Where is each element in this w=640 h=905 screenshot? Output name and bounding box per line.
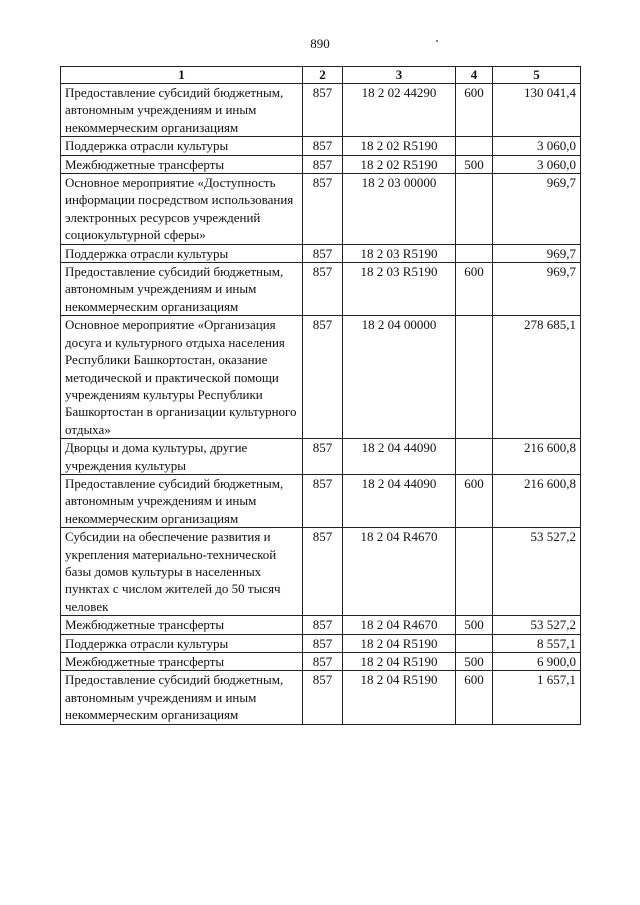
cell-name: Межбюджетные трансферты	[61, 616, 303, 634]
cell-expense-type: 600	[456, 84, 493, 137]
cell-amount: 3 060,0	[493, 155, 581, 173]
cell-target-article: 18 2 04 R4670	[343, 616, 456, 634]
cell-expense-type	[456, 439, 493, 475]
cell-name: Предоставление субсидий бюджетным, автономным учреждениям и иным некоммерческим организациям	[61, 474, 303, 527]
cell-name: Предоставление субсидий бюджетным, автономным учреждениям и иным некоммерческим организациям	[61, 671, 303, 724]
cell-expense-type	[456, 137, 493, 155]
cell-name: Предоставление субсидий бюджетным, автономным учреждениям и иным некоммерческим организациям	[61, 263, 303, 316]
cell-target-article: 18 2 04 R5190	[343, 671, 456, 724]
cell-name: Межбюджетные трансферты	[61, 155, 303, 173]
table-row	[61, 155, 581, 173]
table-row	[61, 174, 581, 245]
cell-amount: 216 600,8	[493, 474, 581, 527]
table-body	[61, 84, 581, 725]
header-col-4: 4	[456, 67, 493, 84]
cell-ministry-code: 857	[303, 263, 343, 316]
cell-ministry-code: 857	[303, 137, 343, 155]
page-number: 890	[310, 36, 330, 51]
cell-expense-type: 600	[456, 474, 493, 527]
cell-target-article: 18 2 04 44090	[343, 474, 456, 527]
table-row	[61, 634, 581, 652]
header-col-2: 2	[303, 67, 343, 84]
cell-name: Межбюджетные трансферты	[61, 653, 303, 671]
cell-amount: 130 041,4	[493, 84, 581, 137]
cell-expense-type: 600	[456, 671, 493, 724]
cell-target-article: 18 2 03 R5190	[343, 263, 456, 316]
header-col-3: 3	[343, 67, 456, 84]
cell-ministry-code: 857	[303, 616, 343, 634]
cell-amount: 969,7	[493, 244, 581, 262]
cell-expense-type	[456, 316, 493, 439]
cell-target-article: 18 2 03 00000	[343, 174, 456, 245]
cell-ministry-code: 857	[303, 671, 343, 724]
table-row	[61, 616, 581, 634]
cell-name: Субсидии на обеспечение развития и укрепления материально-технической базы домов культуры в населенных пунктах с числом жителей до 50 тысяч человек	[61, 528, 303, 616]
cell-target-article: 18 2 02 R5190	[343, 137, 456, 155]
cell-ministry-code: 857	[303, 244, 343, 262]
cell-expense-type: 500	[456, 616, 493, 634]
table-row	[61, 474, 581, 527]
cell-amount: 6 900,0	[493, 653, 581, 671]
cell-amount: 278 685,1	[493, 316, 581, 439]
cell-amount: 53 527,2	[493, 616, 581, 634]
header-col-5: 5	[493, 67, 581, 84]
cell-ministry-code: 857	[303, 155, 343, 173]
cell-expense-type: 500	[456, 653, 493, 671]
cell-ministry-code: 857	[303, 634, 343, 652]
table-row	[61, 439, 581, 475]
cell-amount: 1 657,1	[493, 671, 581, 724]
cell-name: Поддержка отрасли культуры	[61, 634, 303, 652]
cell-expense-type: 500	[456, 155, 493, 173]
cell-ministry-code: 857	[303, 174, 343, 245]
cell-name: Поддержка отрасли культуры	[61, 137, 303, 155]
table-row	[61, 528, 581, 616]
cell-target-article: 18 2 04 R4670	[343, 528, 456, 616]
cell-ministry-code: 857	[303, 84, 343, 137]
cell-name: Основное мероприятие «Доступность информации посредством использования электронных ресурсов учреждений социокультурной сферы»	[61, 174, 303, 245]
cell-amount: 53 527,2	[493, 528, 581, 616]
table-row	[61, 137, 581, 155]
table-row	[61, 653, 581, 671]
cell-ministry-code: 857	[303, 316, 343, 439]
cell-expense-type: 600	[456, 263, 493, 316]
cell-target-article: 18 2 04 R5190	[343, 653, 456, 671]
table-row	[61, 244, 581, 262]
cell-expense-type	[456, 634, 493, 652]
table-row	[61, 263, 581, 316]
cell-target-article: 18 2 03 R5190	[343, 244, 456, 262]
cell-name: Дворцы и дома культуры, другие учреждения культуры	[61, 439, 303, 475]
cell-ministry-code: 857	[303, 528, 343, 616]
header-col-1: 1	[61, 67, 303, 84]
table-row	[61, 671, 581, 724]
cell-ministry-code: 857	[303, 653, 343, 671]
cell-target-article: 18 2 04 R5190	[343, 634, 456, 652]
table-row	[61, 316, 581, 439]
cell-name: Основное мероприятие «Организация досуга и культурного отдыха населения Республики Башкортостан, оказание методической и практической помощи учреждениям культуры Республики Башкортостан в организации культурного отдыха»	[61, 316, 303, 439]
cell-target-article: 18 2 02 R5190	[343, 155, 456, 173]
cell-target-article: 18 2 04 44090	[343, 439, 456, 475]
cell-target-article: 18 2 02 44290	[343, 84, 456, 137]
cell-amount: 969,7	[493, 174, 581, 245]
cell-expense-type	[456, 174, 493, 245]
cell-ministry-code: 857	[303, 439, 343, 475]
cell-amount: 8 557,1	[493, 634, 581, 652]
cell-expense-type	[456, 244, 493, 262]
cell-amount: 969,7	[493, 263, 581, 316]
cell-target-article: 18 2 04 00000	[343, 316, 456, 439]
budget-table	[60, 66, 581, 725]
cell-ministry-code: 857	[303, 474, 343, 527]
header-row	[61, 67, 581, 84]
cell-name: Поддержка отрасли культуры	[61, 244, 303, 262]
table-row	[61, 84, 581, 137]
cell-amount: 3 060,0	[493, 137, 581, 155]
scan-speck	[436, 40, 438, 42]
cell-expense-type	[456, 528, 493, 616]
cell-amount: 216 600,8	[493, 439, 581, 475]
cell-name: Предоставление субсидий бюджетным, автономным учреждениям и иным некоммерческим организациям	[61, 84, 303, 137]
